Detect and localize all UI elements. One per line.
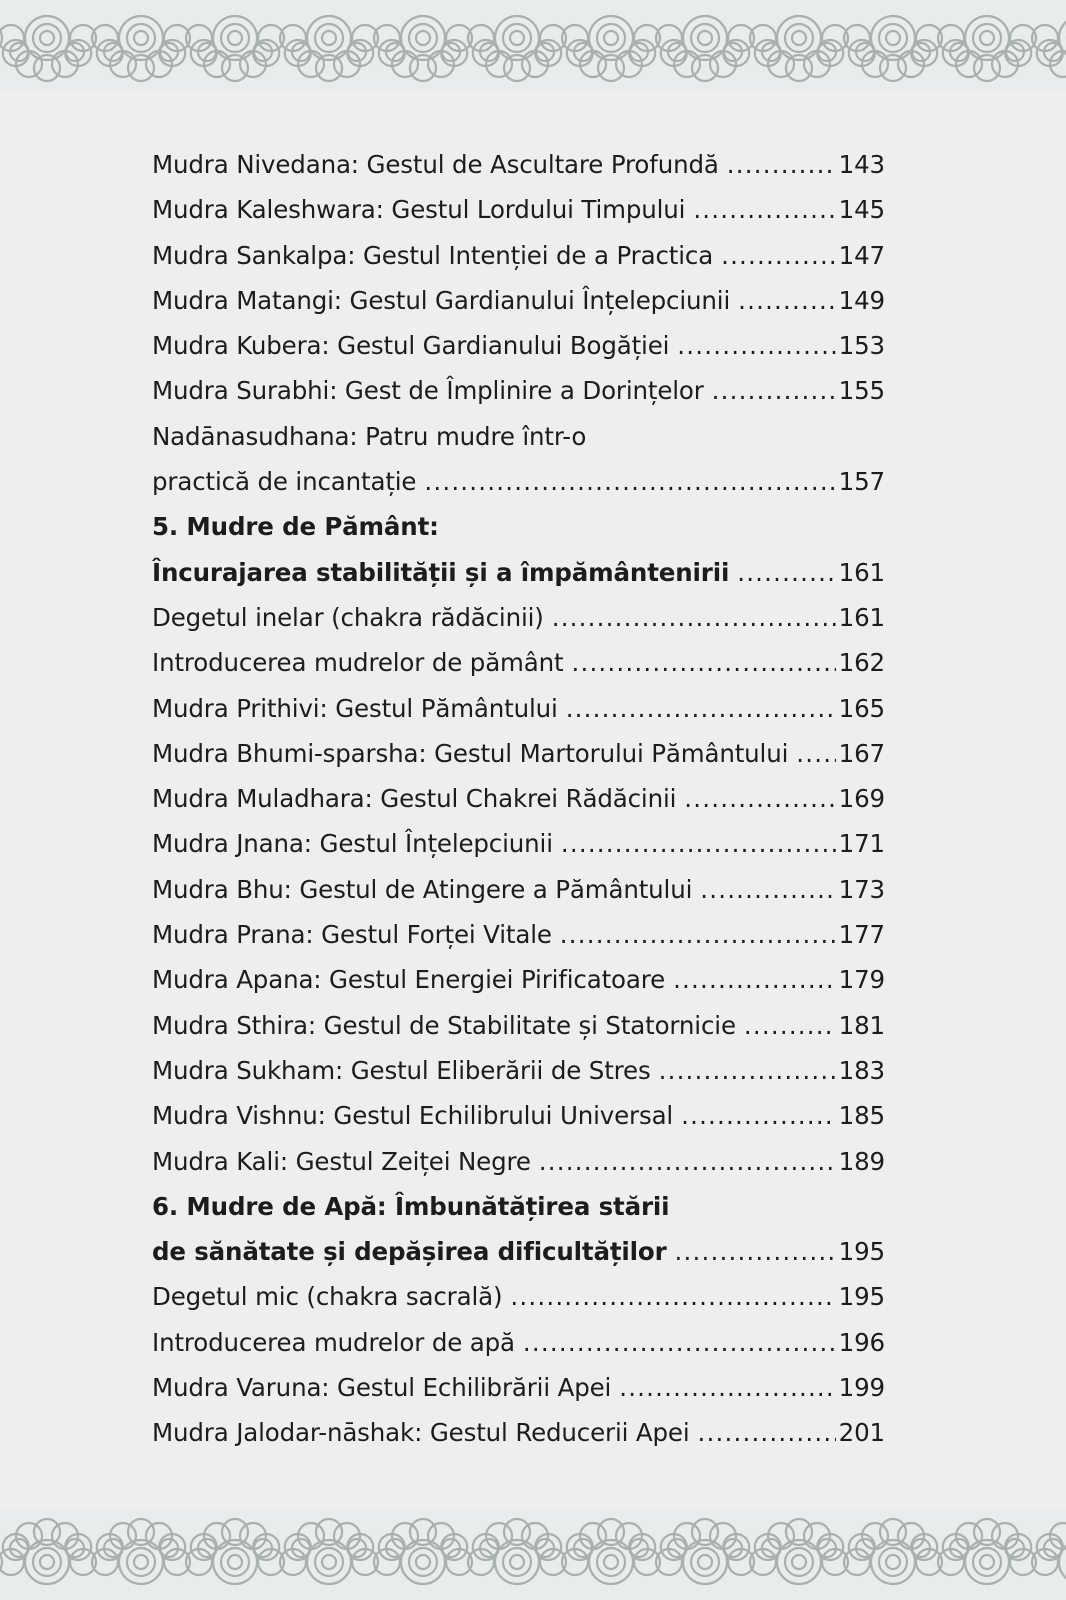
toc-entry: [152, 640, 885, 685]
toc-entry-title: Mudra Kaleshwara: Gestul Lordului Timpului: [152, 195, 686, 225]
toc-dot-leader: [566, 686, 836, 731]
toc-page-number: 153: [838, 331, 885, 361]
toc-page-number: 155: [838, 376, 885, 406]
toc-section-heading: [152, 550, 885, 595]
toc-entry-title: Încurajarea stabilității și a împământenirii: [152, 557, 730, 587]
toc-section-heading: [152, 504, 885, 549]
toc-entry-title: Mudra Vishnu: Gestul Echilibrului Universal: [152, 1101, 674, 1131]
toc-dot-leader: [673, 957, 836, 1002]
toc-page-number: 161: [838, 602, 885, 632]
toc-page-number: 196: [838, 1327, 885, 1357]
toc-section-heading: [152, 1229, 885, 1274]
lotus-ornament-icon: [92, 1519, 190, 1584]
toc-dot-leader: [700, 867, 835, 912]
floral-border-icon: [0, 0, 1066, 90]
lotus-ornament-icon: [562, 16, 660, 81]
lotus-ornament-icon: [844, 1519, 942, 1584]
toc-dot-leader: [571, 640, 835, 685]
toc-entry-title: Mudra Prithivi: Gestul Pământului: [152, 693, 558, 723]
toc-page-number: 181: [838, 1010, 885, 1040]
lotus-ornament-icon: [1032, 1519, 1066, 1584]
toc-entry: [152, 1139, 885, 1184]
toc-page-number: 185: [838, 1101, 885, 1131]
toc-page-number: 169: [838, 784, 885, 814]
lotus-ornament-icon: [1032, 16, 1066, 81]
toc-page-number: 199: [838, 1373, 885, 1403]
toc-entry-title: Mudra Sukham: Gestul Eliberării de Stres: [152, 1055, 651, 1085]
toc-dot-leader: [684, 776, 835, 821]
toc-dot-leader: [698, 1410, 836, 1455]
lotus-ornament-icon: [750, 1519, 848, 1584]
toc-page-number: 143: [838, 150, 885, 179]
toc-entry: [152, 1274, 885, 1319]
bottom-ornamental-border: [0, 1510, 1066, 1600]
toc-page-number: 145: [838, 195, 885, 225]
toc-dot-leader: [681, 1093, 836, 1138]
toc-entry: [152, 821, 885, 866]
toc-entry: [152, 368, 885, 413]
lotus-ornament-icon: [374, 16, 472, 81]
toc-entry-title: Mudra Muladhara: Gestul Chakrei Rădăcinii: [152, 784, 677, 814]
toc-entry: [152, 686, 885, 731]
toc-dot-leader: [796, 731, 835, 776]
toc-dot-leader: [738, 278, 836, 323]
toc-entry: [152, 1048, 885, 1093]
toc-entry-title: Nadānasudhana: Patru mudre într-o: [152, 421, 587, 451]
toc-entry: [152, 957, 885, 1002]
toc-entry-title: Introducerea mudrelor de apă: [152, 1327, 515, 1357]
toc-dot-leader: [539, 1139, 836, 1184]
floral-border-icon: [0, 1510, 1066, 1600]
table-of-contents: [152, 142, 885, 1456]
toc-dot-leader: [727, 142, 836, 187]
lotus-ornament-icon: [656, 16, 754, 81]
top-ornamental-border: [0, 0, 1066, 90]
toc-dot-leader: [560, 912, 836, 957]
toc-entry: [152, 323, 885, 368]
toc-page-number: 201: [838, 1418, 885, 1448]
toc-dot-leader: [659, 1048, 836, 1093]
toc-entry-title: Mudra Jalodar-nāshak: Gestul Reducerii Apei: [152, 1418, 690, 1448]
toc-page-number: 161: [838, 557, 885, 587]
toc-entry-title: Mudra Matangi: Gestul Gardianului Înțelepciunii: [152, 285, 731, 315]
toc-entry: [152, 776, 885, 821]
toc-entry-title: Mudra Sthira: Gestul de Stabilitate și Statornicie: [152, 1010, 736, 1040]
toc-entry-title: Introducerea mudrelor de pământ: [152, 648, 564, 678]
toc-entry: [152, 1093, 885, 1138]
toc-entry-title: 5. Mudre de Pământ:: [152, 512, 439, 542]
toc-page-number: 162: [838, 648, 885, 678]
toc-dot-leader: [693, 187, 835, 232]
toc-page-number: 189: [838, 1146, 885, 1176]
toc-dot-leader: [675, 1229, 836, 1274]
toc-dot-leader: [712, 368, 836, 413]
toc-entry: [152, 233, 885, 278]
toc-entry-title: 6. Mudre de Apă: Îmbunătățirea stării: [152, 1191, 670, 1221]
toc-page-number: 177: [838, 920, 885, 950]
toc-dot-leader: [721, 233, 836, 278]
lotus-ornament-icon: [562, 1519, 660, 1584]
toc-entry-title: Mudra Sankalpa: Gestul Intenției de a Practica: [152, 240, 714, 270]
toc-page-number: 149: [838, 285, 885, 315]
toc-entry-title: Degetul mic (chakra sacrală): [152, 1282, 503, 1312]
toc-dot-leader: [619, 1365, 835, 1410]
toc-section-heading: [152, 1184, 885, 1229]
toc-entry: [152, 595, 885, 640]
toc-entry: [152, 1003, 885, 1048]
lotus-ornament-icon: [656, 1519, 754, 1584]
toc-page-number: 179: [838, 965, 885, 995]
toc-page-number: 167: [838, 738, 885, 768]
toc-page-number: 195: [838, 1237, 885, 1267]
toc-entry-title: Mudra Bhu: Gestul de Atingere a Pământului: [152, 874, 693, 904]
toc-page-number: 183: [838, 1055, 885, 1085]
toc-entry: [152, 187, 885, 232]
toc-entry-title: Mudra Jnana: Gestul Înțelepciunii: [152, 829, 553, 859]
toc-dot-leader: [552, 595, 836, 640]
lotus-ornament-icon: [844, 16, 942, 81]
toc-entry-title: Degetul inelar (chakra rădăcinii): [152, 602, 544, 632]
lotus-ornament-icon: [938, 16, 1036, 81]
toc-dot-leader: [510, 1274, 835, 1319]
toc-entry: [152, 1365, 885, 1410]
toc-entry: [152, 731, 885, 776]
toc-dot-leader: [744, 1003, 836, 1048]
lotus-ornament-icon: [186, 16, 284, 81]
toc-entry-title: practică de incantație: [152, 467, 417, 497]
lotus-ornament-icon: [0, 16, 96, 81]
lotus-ornament-icon: [280, 16, 378, 81]
toc-entry-title: Mudra Apana: Gestul Energiei Pirificatoare: [152, 965, 666, 995]
lotus-ornament-icon: [938, 1519, 1036, 1584]
toc-dot-leader: [737, 550, 835, 595]
toc-dot-leader: [561, 821, 836, 866]
toc-dot-leader: [677, 323, 835, 368]
lotus-ornament-icon: [186, 1519, 284, 1584]
lotus-ornament-icon: [750, 16, 848, 81]
toc-entry: [152, 459, 885, 504]
toc-dot-leader: [424, 459, 835, 504]
toc-entry-title: Mudra Kali: Gestul Zeiței Negre: [152, 1146, 531, 1176]
toc-entry-title: de sănătate și depășirea dificultăților: [152, 1237, 667, 1267]
toc-entry-title: Mudra Varuna: Gestul Echilibrării Apei: [152, 1373, 612, 1403]
toc-entry-title: Mudra Bhumi-sparsha: Gestul Martorului Pământului: [152, 738, 789, 768]
toc-page-number: 157: [838, 467, 885, 497]
toc-page-number: 195: [838, 1282, 885, 1312]
toc-page-number: 173: [838, 874, 885, 904]
lotus-ornament-icon: [92, 16, 190, 81]
lotus-ornament-icon: [280, 1519, 378, 1584]
toc-entry: [152, 142, 885, 187]
toc-entry: [152, 1320, 885, 1365]
toc-entry: [152, 414, 885, 459]
toc-entry-title: Mudra Nivedana: Gestul de Ascultare Profundă: [152, 150, 719, 179]
toc-entry-title: Mudra Kubera: Gestul Gardianului Bogăției: [152, 331, 670, 361]
lotus-ornament-icon: [468, 16, 566, 81]
toc-page-number: 165: [838, 693, 885, 723]
toc-entry: [152, 912, 885, 957]
toc-page-number: 147: [838, 240, 885, 270]
toc-entry-title: Mudra Surabhi: Gest de Împlinire a Dorințelor: [152, 376, 704, 406]
lotus-ornament-icon: [374, 1519, 472, 1584]
lotus-ornament-icon: [0, 1519, 96, 1584]
toc-entry-title: Mudra Prana: Gestul Forței Vitale: [152, 920, 552, 950]
toc-page-number: 171: [838, 829, 885, 859]
toc-entry: [152, 867, 885, 912]
toc-dot-leader: [523, 1320, 836, 1365]
lotus-ornament-icon: [468, 1519, 566, 1584]
toc-entry: [152, 278, 885, 323]
toc-entry: [152, 1410, 885, 1455]
